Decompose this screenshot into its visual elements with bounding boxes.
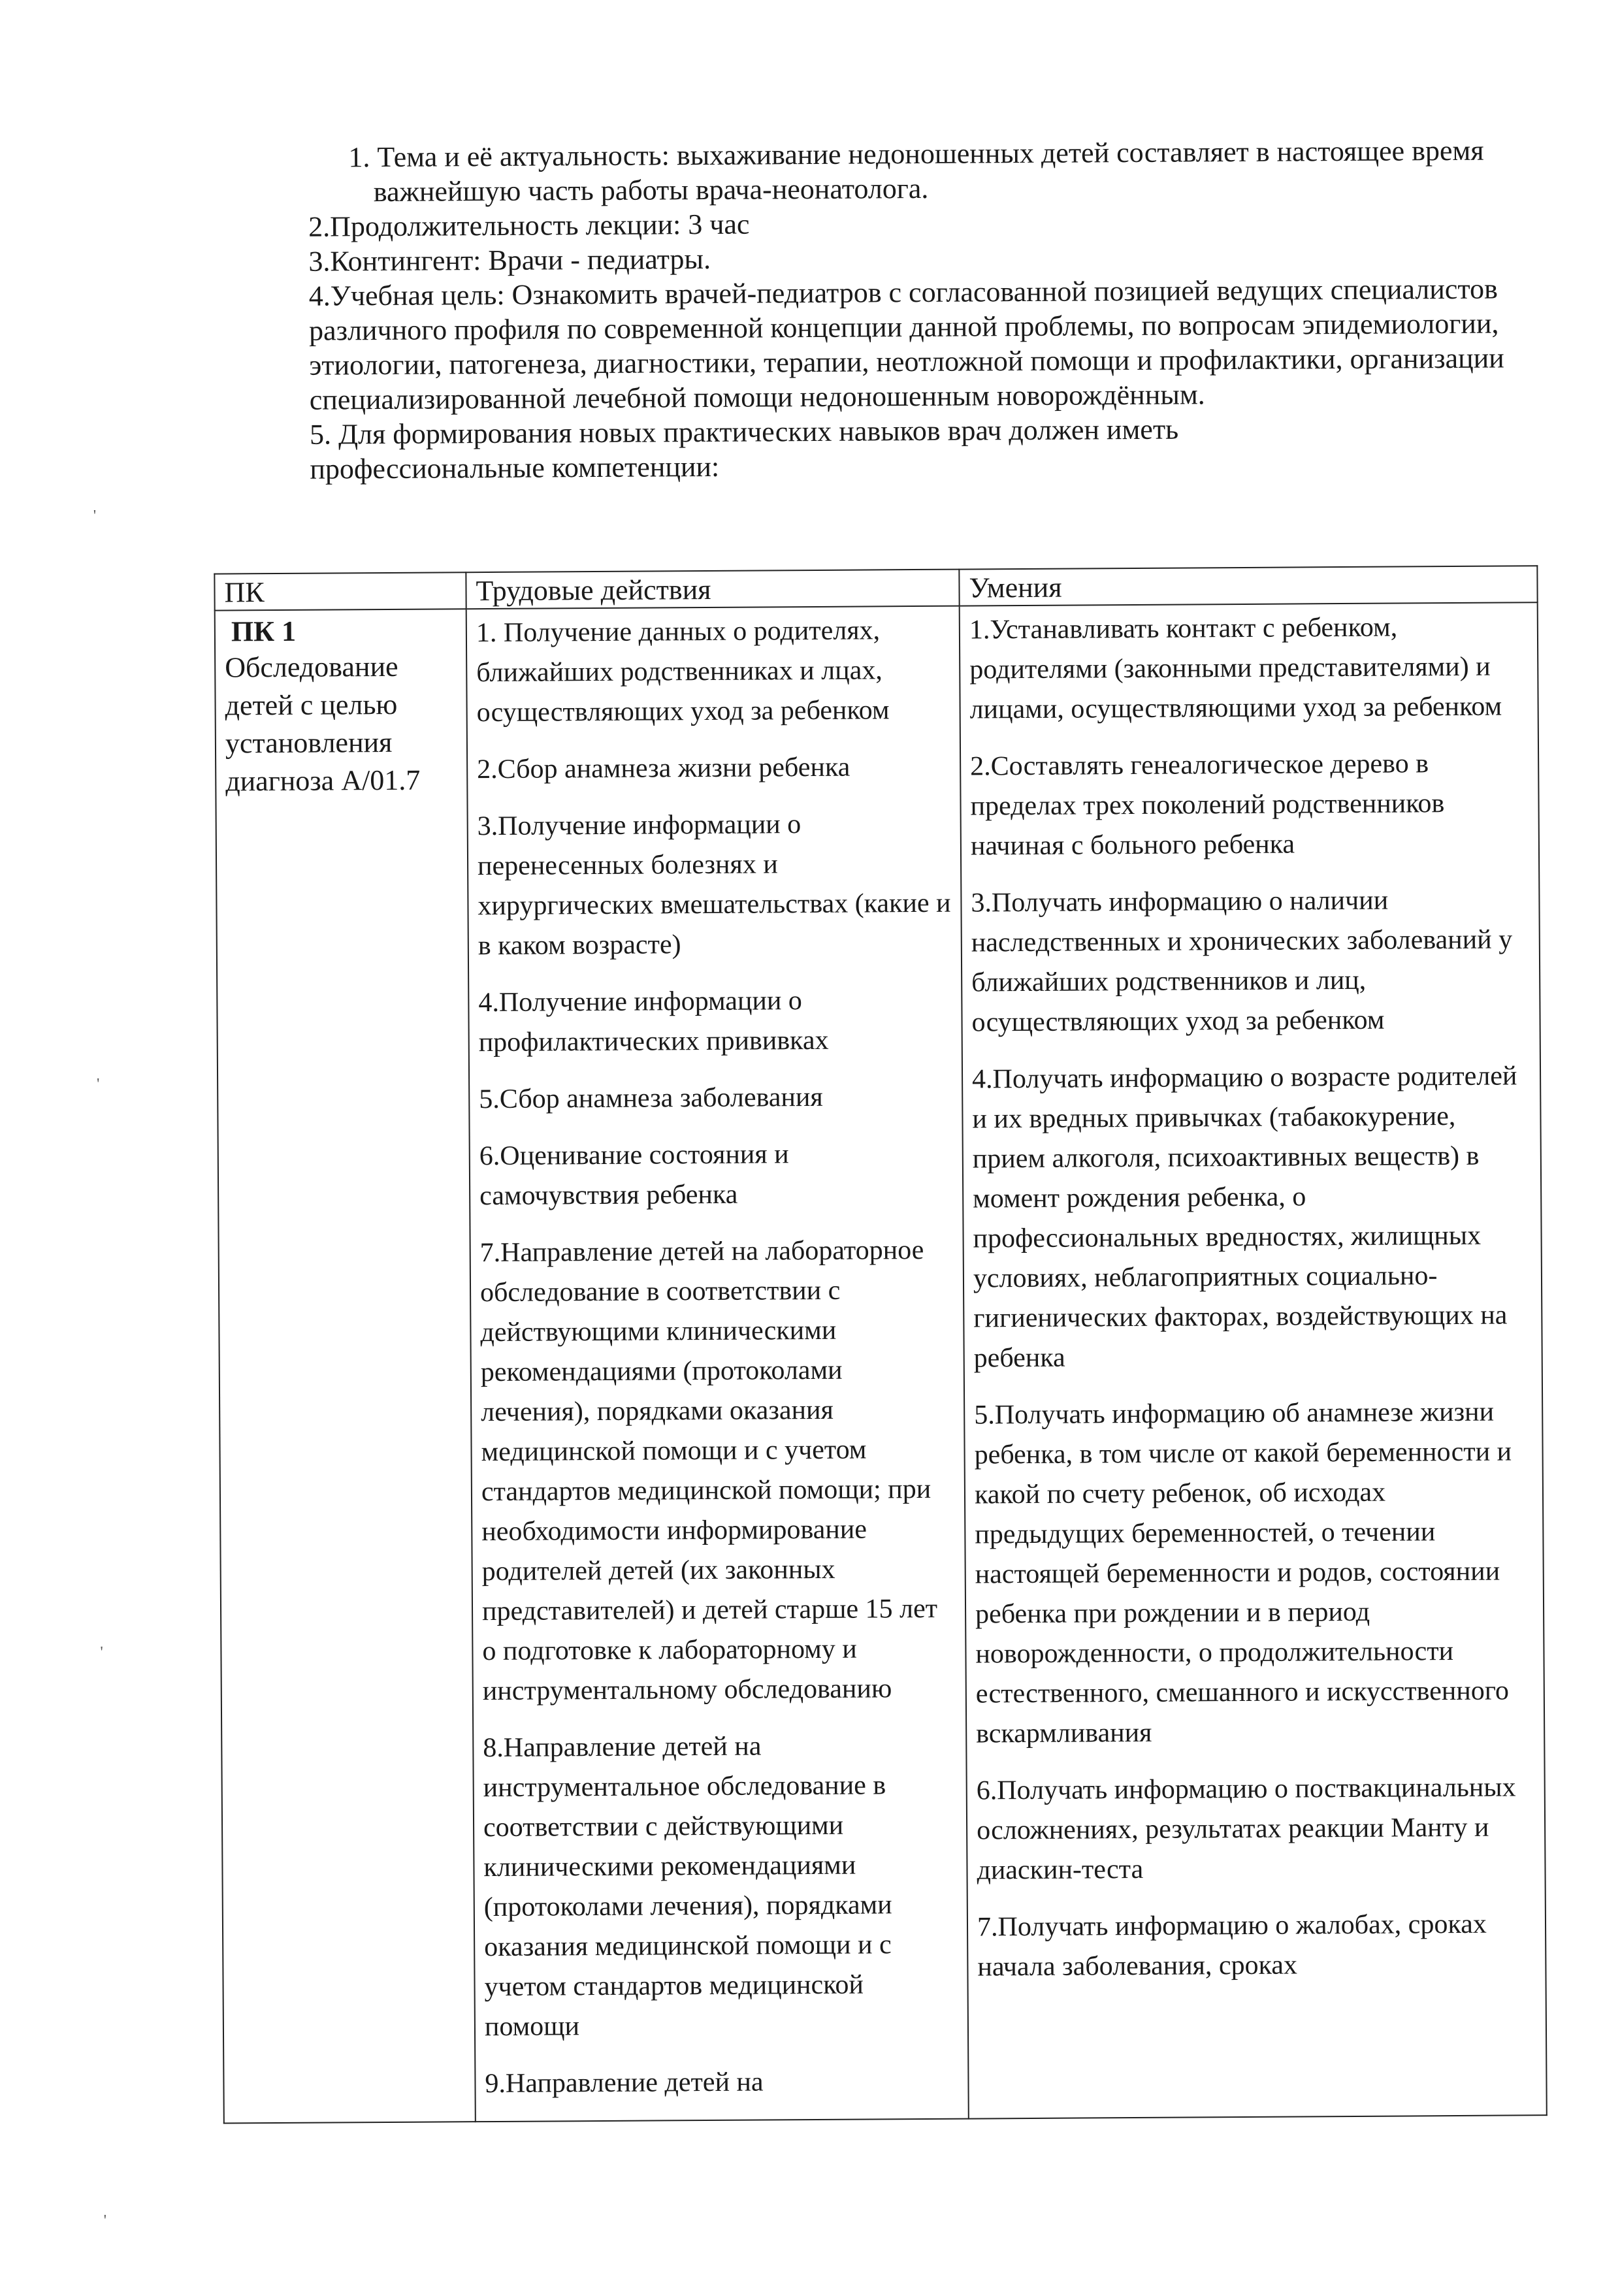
scan-margin-mark: '	[97, 1075, 100, 1093]
skill-item: 1.Устанавливать контакт с ребенком, родителями (законными представителями) и лицами, осуществляющими уход за ребенком	[969, 612, 1502, 725]
action-item: 1. Получение данных о родителях, ближайших родственниках и лцах, осуществляющих уход за ребенком	[476, 615, 890, 728]
intro-item-duration: 2.Продолжительность лекции: 3 час	[308, 208, 750, 243]
scan-margin-mark: '	[103, 2212, 107, 2229]
action-item: 9.Направление детей на	[485, 2067, 764, 2099]
actions-cell	[466, 606, 969, 2122]
pk-code: ПК 1	[231, 615, 297, 648]
skill-item: 7.Получать информацию о жалобах, сроках начала заболевания, сроках	[977, 1909, 1487, 1982]
action-item: 4.Получение информации о профилактических прививках	[478, 986, 829, 1058]
intro-item-audience: 3.Контингент: Врачи - педиатры.	[308, 242, 711, 278]
table-row	[215, 602, 1547, 2123]
action-item: 2.Сбор анамнеза жизни ребенка	[477, 752, 850, 785]
scan-margin-mark: '	[100, 1643, 103, 1661]
action-item: 5.Сбор анамнеза заболевания	[479, 1082, 823, 1115]
skill-item: 4.Получать информацию о возрасте родителей и их вредных привычках (табакокурение, прием алкоголя, психоактивных веществ) в момент рождения ребенка, о профессиональных вредностях, жилищных условиях, неблагоприятных социально-гигиенических факторах, воздействующих на ребенка	[971, 1061, 1517, 1374]
action-item: 6.Оценивание состояния и самочувствия ребенка	[479, 1139, 789, 1212]
skill-item: 3.Получать информацию о наличии наследственных и хронических заболеваний у ближайших родственников и лиц, осуществляющих уход за ребенком	[971, 885, 1513, 1038]
pk-description: Обследование детей с целью установления диагноза А/01.7	[225, 650, 421, 798]
intro-item-competencies-cont: профессиональные компетенции:	[310, 450, 720, 485]
skill-item: 2.Составлять генеалогическое дерево в пределах трех поколений родственников начиная с больного ребенка	[970, 749, 1445, 862]
skill-item: 5.Получать информацию об анамнезе жизни ребенка, в том числе от какой беременности и какой по счету ребенок, об исходах предыдущих беременностей, о течении настоящей беременности и родов, состоянии ребенка при рождении и в период новорожденности, о продолжительности естественного, смешанного и искусственного вскармливания	[974, 1397, 1512, 1749]
header-skills: Умения	[959, 566, 1537, 606]
action-item: 7.Направление детей на лабораторное обследование в соответствии с действующими клиническими рекомендациями (протоколами лечения), порядками оказания медицинской помощи и с учетом стандартов медицинской помощи; при необходимости информирование родителей детей (их законных представителей) и детей старше 15 лет о подготовке к лабораторному и инструментальному обследованию	[479, 1235, 938, 1707]
action-item: 3.Получение информации о перенесенных болезнях и хирургических вмешательствах (какие и в каком возрасте)	[477, 809, 951, 962]
scan-margin-mark: '	[93, 507, 97, 525]
intro-item-goal: 4.Учебная цель: Ознакомить врачей-педиатров с согласованной позицией ведущих специалистов различного профиля по современной концепции данной проблемы, по вопросам эпидемиологии, этиологии, патогенеза, диагностики, терапии, неотложной помощи и профилактики, организации специализированной лечебной помощи недоношенным новорождённым.	[308, 272, 1504, 416]
competency-table	[214, 565, 1547, 2124]
header-actions: Трудовые действия	[466, 570, 959, 609]
intro-item-competencies: 5. Для формирования новых практических навыков врач должен иметь	[309, 413, 1179, 451]
pk-cell	[215, 609, 476, 2123]
intro-item-topic: 1. Тема и её актуальность: выхаживание недоношенных детей составляет в настоящее время важнейшую часть работы врача-неонатолога.	[348, 134, 1484, 208]
header-pk: ПК	[214, 572, 466, 610]
intro-section	[308, 133, 1551, 487]
skill-item: 6.Получать информацию о поствакцинальных осложнениях, результатах реакции Манту и диаскин-теста	[976, 1772, 1516, 1886]
skills-cell	[960, 602, 1547, 2118]
action-item: 8.Направление детей на инструментальное обследование в соответствии с действующими клиническими рекомендациями (протоколами лечения), порядками оказания медицинской помощи и с учетом стандартов медицинской помощи	[483, 1731, 892, 2043]
